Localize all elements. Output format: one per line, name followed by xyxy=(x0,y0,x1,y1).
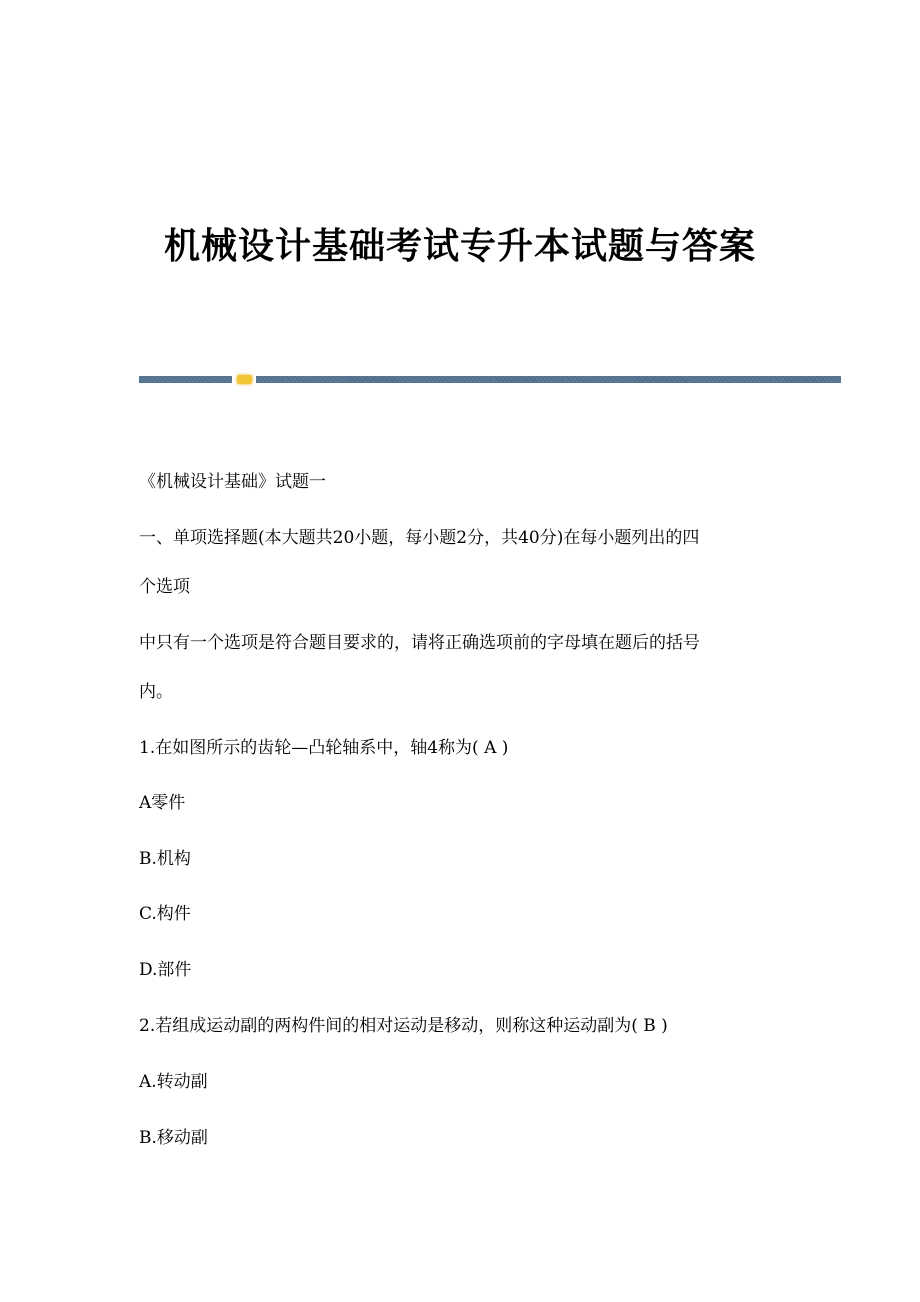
question-1-option-b: B.机构 xyxy=(139,849,191,869)
question-2-option-b: B.移动副 xyxy=(139,1128,208,1148)
divider-bar-right xyxy=(256,376,841,383)
question-1-option-d: D.部件 xyxy=(139,960,192,980)
section-instructions-cont: 内。 xyxy=(139,682,173,702)
envelope-icon xyxy=(237,375,252,384)
document-title: 机械设计基础考试专升本试题与答案 xyxy=(163,225,756,267)
divider-bar-left xyxy=(139,376,232,383)
exam-heading: 《机械设计基础》试题一 xyxy=(139,472,326,492)
question-2-option-a: A.转动副 xyxy=(139,1072,208,1092)
section-instructions-cont: 中只有一个选项是符合题目要求的，请将正确选项前的字母填在题后的括号 xyxy=(139,633,700,653)
section-instructions: 一、单项选择题(本大题共20小题，每小题2分，共40分)在每小题列出的四 xyxy=(139,528,700,548)
question-1-option-c: C.构件 xyxy=(139,904,191,924)
question-1-option-a: A零件 xyxy=(139,793,186,813)
section-instructions-cont: 个选项 xyxy=(139,577,190,597)
question-2: 2.若组成运动副的两构件间的相对运动是移动，则称这种运动副为( B ) xyxy=(139,1016,668,1036)
question-1: 1.在如图所示的齿轮—凸轮轴系中，轴4称为( A ) xyxy=(139,738,509,758)
decorative-divider xyxy=(139,375,841,384)
